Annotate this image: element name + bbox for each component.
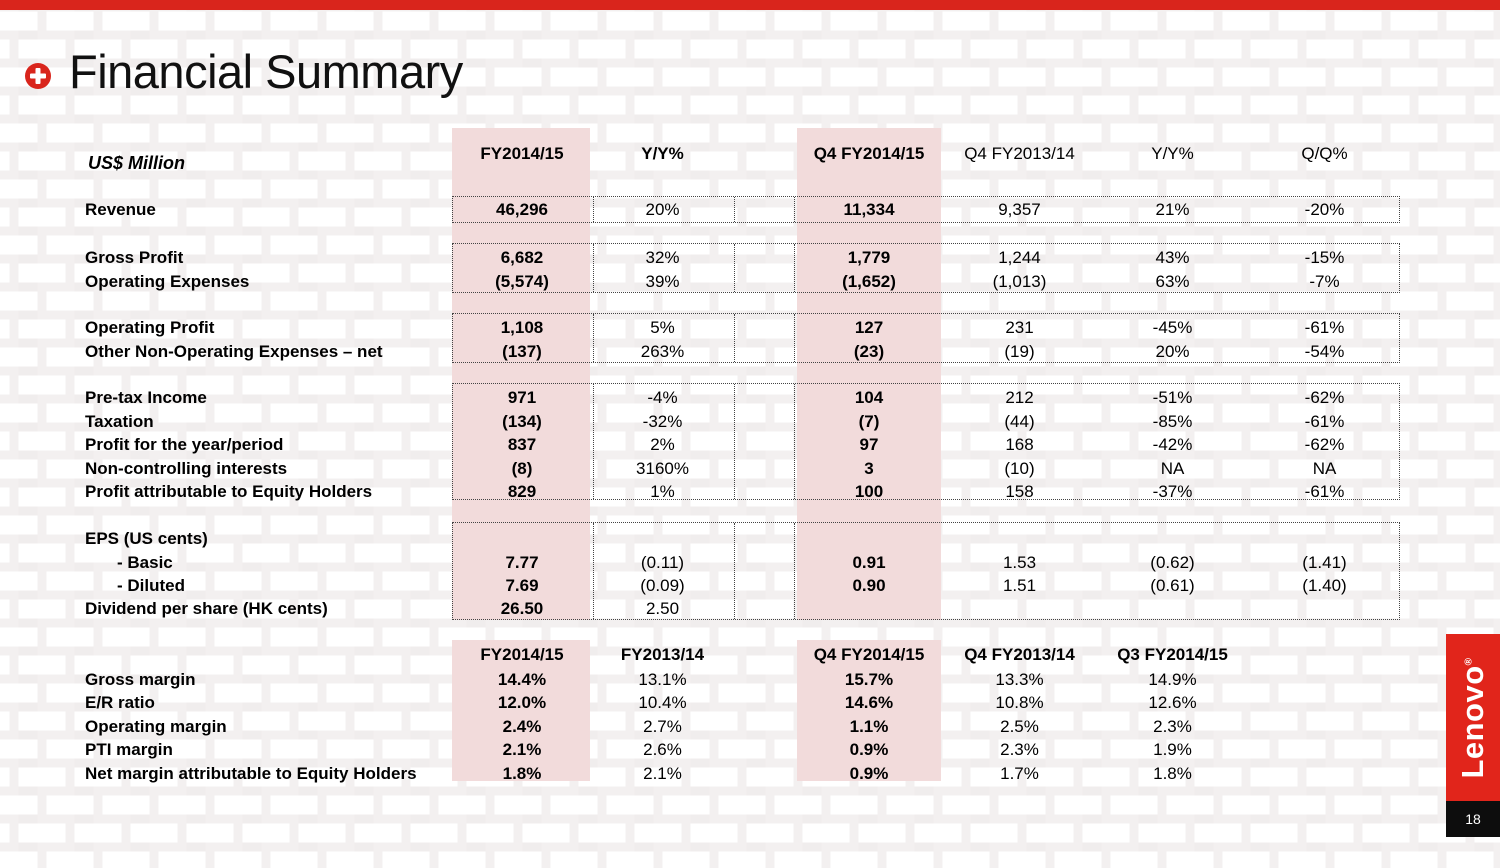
cell-margin-4: 14.9% <box>1148 670 1197 689</box>
cell-qoq: -7% <box>1309 272 1340 291</box>
cell-fy: 6,682 <box>500 248 544 267</box>
cell-q4: 104 <box>854 388 884 407</box>
cell-q4: (23) <box>853 342 885 361</box>
cell-fy: (5,574) <box>495 272 549 291</box>
cell-margin-2: 0.9% <box>849 740 889 759</box>
cell-yoy: 3160% <box>636 459 689 478</box>
cell-margin-0: 2.4% <box>502 717 542 736</box>
table-row <box>85 246 1415 269</box>
row-label: EPS (US cents) <box>85 529 208 548</box>
table-row <box>85 738 1415 761</box>
cell-yoy2: (0.62) <box>1150 553 1195 572</box>
cell-margin-2: 0.9% <box>849 764 889 783</box>
cell-qoq: -61% <box>1304 412 1345 431</box>
cell-fy: 7.77 <box>505 553 539 572</box>
table-row <box>85 715 1415 738</box>
cell-yoy2: 21% <box>1155 200 1190 219</box>
cell-margin-3: 1.7% <box>1000 764 1039 783</box>
cell-margin-2: 1.1% <box>849 717 889 736</box>
table2-headers <box>85 643 1415 666</box>
cell-q4py: 9,357 <box>998 200 1041 219</box>
table-row <box>85 198 1415 221</box>
table1-headers <box>85 142 1415 165</box>
cell-q4: (7) <box>858 412 880 431</box>
cell-yoy: 39% <box>645 272 680 291</box>
cell-qoq: -15% <box>1304 248 1345 267</box>
row-label: Gross Profit <box>85 248 184 267</box>
cell-margin-4: 12.6% <box>1148 693 1197 712</box>
cell-q4py: 1,244 <box>998 248 1041 267</box>
table-row <box>85 433 1415 456</box>
cell-q4py: 212 <box>1005 388 1034 407</box>
cell-fy: 837 <box>507 435 537 454</box>
cell-yoy2: 63% <box>1155 272 1190 291</box>
cell-yoy: 1% <box>650 482 675 501</box>
plus-bullet-icon <box>24 62 52 90</box>
row-label: Operating margin <box>85 717 227 736</box>
cell-margin-2: 14.6% <box>844 693 894 712</box>
table-row <box>85 386 1415 409</box>
cell-fy: (8) <box>511 459 533 478</box>
cell-q4: 1,779 <box>847 248 891 267</box>
cell-margin-3: 2.3% <box>1000 740 1039 759</box>
cell-yoy: (0.11) <box>640 553 685 572</box>
cell-q4: 0.91 <box>852 553 886 572</box>
table2-header-4: Q3 FY2014/15 <box>1117 645 1228 664</box>
cell-yoy2: 43% <box>1155 248 1190 267</box>
cell-yoy2: -85% <box>1152 412 1193 431</box>
cell-fy: 1,108 <box>500 318 544 337</box>
cell-qoq: -62% <box>1304 388 1345 407</box>
top-accent-bar <box>0 0 1500 10</box>
cell-yoy: -32% <box>642 412 683 431</box>
cell-qoq: -20% <box>1304 200 1345 219</box>
cell-q4py: (10) <box>1004 459 1035 478</box>
row-label: - Basic <box>117 553 173 572</box>
row-label: - Diluted <box>117 576 185 595</box>
row-label: Other Non-Operating Expenses – net <box>85 342 383 361</box>
table2-header-3: Q4 FY2013/14 <box>964 645 1075 664</box>
cell-margin-3: 13.3% <box>995 670 1044 689</box>
cell-margin-3: 10.8% <box>995 693 1044 712</box>
cell-q4: (1,652) <box>842 272 896 291</box>
cell-qoq: (1.41) <box>1302 553 1347 572</box>
cell-yoy: 263% <box>640 342 685 361</box>
cell-margin-2: 15.7% <box>844 670 894 689</box>
cell-fy: 7.69 <box>505 576 539 595</box>
cell-fy: 46,296 <box>496 200 548 219</box>
cell-margin-0: 14.4% <box>497 670 547 689</box>
table-row <box>85 668 1415 691</box>
table-row <box>85 551 1415 574</box>
table1-header-4: Y/Y% <box>1151 144 1194 163</box>
lenovo-logo-text: Lenovo® <box>1455 656 1490 779</box>
cell-qoq: -61% <box>1304 318 1345 337</box>
table2-header-0: FY2014/15 <box>480 645 564 664</box>
cell-fy: (134) <box>502 412 542 431</box>
cell-yoy: 32% <box>645 248 680 267</box>
cell-margin-0: 2.1% <box>502 740 542 759</box>
table-row <box>85 597 1415 620</box>
page-title: Financial Summary <box>69 45 463 98</box>
row-label: Profit for the year/period <box>85 435 284 454</box>
cell-yoy: 5% <box>650 318 675 337</box>
row-label: Gross margin <box>85 670 196 689</box>
table-row <box>85 574 1415 597</box>
cell-yoy: 2% <box>650 435 675 454</box>
cell-yoy: 20% <box>645 200 680 219</box>
table-row <box>85 480 1415 503</box>
page-number-box <box>1446 801 1500 837</box>
cell-q4py: (1,013) <box>992 272 1047 291</box>
cell-yoy2: -42% <box>1152 435 1193 454</box>
cell-q4: 11,334 <box>843 200 895 219</box>
cell-yoy2: 20% <box>1155 342 1190 361</box>
cell-fy: 26.50 <box>500 599 544 618</box>
table-row <box>85 457 1415 480</box>
table1-header-1: Y/Y% <box>641 144 684 163</box>
cell-qoq: (1.40) <box>1302 576 1347 595</box>
table1-header-3: Q4 FY2013/14 <box>964 144 1075 163</box>
row-label: Profit attributable to Equity Holders <box>85 482 373 501</box>
cell-margin-1: 2.7% <box>643 717 682 736</box>
cell-margin-0: 12.0% <box>497 693 547 712</box>
row-label: Revenue <box>85 200 156 219</box>
cell-q4py: 158 <box>1005 482 1034 501</box>
table2-header-1: FY2013/14 <box>620 645 705 664</box>
row-label: PTI margin <box>85 740 173 759</box>
cell-yoy2: NA <box>1160 459 1185 478</box>
cell-q4py: 1.51 <box>1002 576 1037 595</box>
table-row <box>85 691 1415 714</box>
cell-yoy2: (0.61) <box>1150 576 1195 595</box>
page-number: 18 <box>1465 811 1481 827</box>
unit-label: US$ Million <box>88 153 186 173</box>
cell-q4py: (19) <box>1004 342 1035 361</box>
cell-yoy2: -37% <box>1152 482 1193 501</box>
cell-qoq: -54% <box>1304 342 1345 361</box>
cell-q4: 127 <box>854 318 884 337</box>
cell-q4: 100 <box>854 482 884 501</box>
cell-qoq: -62% <box>1304 435 1345 454</box>
cell-margin-0: 1.8% <box>502 764 542 783</box>
cell-q4: 97 <box>859 435 879 454</box>
cell-q4py: 168 <box>1005 435 1034 454</box>
row-label: Operating Expenses <box>85 272 250 291</box>
table-row <box>85 762 1415 785</box>
table2-header-2: Q4 FY2014/15 <box>813 645 925 664</box>
registered-mark: ® <box>1463 656 1475 665</box>
cell-margin-4: 1.9% <box>1153 740 1192 759</box>
cell-q4: 3 <box>864 459 874 478</box>
row-label: Dividend per share (HK cents) <box>85 599 328 618</box>
table-row <box>85 410 1415 433</box>
cell-yoy2: -51% <box>1152 388 1193 407</box>
cell-q4: 0.90 <box>852 576 886 595</box>
cell-margin-3: 2.5% <box>1000 717 1039 736</box>
table1-header-0: FY2014/15 <box>480 144 564 163</box>
table-row <box>85 527 1415 550</box>
cell-margin-4: 2.3% <box>1153 717 1192 736</box>
row-label: Pre-tax Income <box>85 388 207 407</box>
cell-margin-1: 2.6% <box>643 740 682 759</box>
cell-qoq: -61% <box>1304 482 1345 501</box>
cell-margin-1: 13.1% <box>638 670 687 689</box>
cell-yoy: 2.50 <box>645 599 680 618</box>
row-label: Non-controlling interests <box>85 459 288 478</box>
lenovo-logo <box>1446 634 1500 801</box>
cell-qoq: NA <box>1312 459 1337 478</box>
cell-margin-4: 1.8% <box>1153 764 1192 783</box>
row-label: Taxation <box>85 412 154 431</box>
cell-fy: (137) <box>502 342 542 361</box>
table-row <box>85 270 1415 293</box>
cell-yoy: (0.09) <box>640 576 685 595</box>
table1-header-5: Q/Q% <box>1301 144 1348 163</box>
table-row <box>85 340 1415 363</box>
row-label: Operating Profit <box>85 318 215 337</box>
cell-q4py: 1.53 <box>1002 553 1037 572</box>
row-label: E/R ratio <box>85 693 155 712</box>
cell-margin-1: 2.1% <box>643 764 682 783</box>
cell-fy: 971 <box>507 388 537 407</box>
row-label: Net margin attributable to Equity Holders <box>85 764 417 783</box>
table1-header-2: Q4 FY2014/15 <box>813 144 925 163</box>
cell-yoy: -4% <box>647 388 678 407</box>
cell-margin-1: 10.4% <box>638 693 687 712</box>
cell-q4py: 231 <box>1005 318 1034 337</box>
cell-yoy2: -45% <box>1152 318 1193 337</box>
cell-q4py: (44) <box>1004 412 1035 431</box>
table-row <box>85 316 1415 339</box>
cell-fy: 829 <box>507 482 537 501</box>
